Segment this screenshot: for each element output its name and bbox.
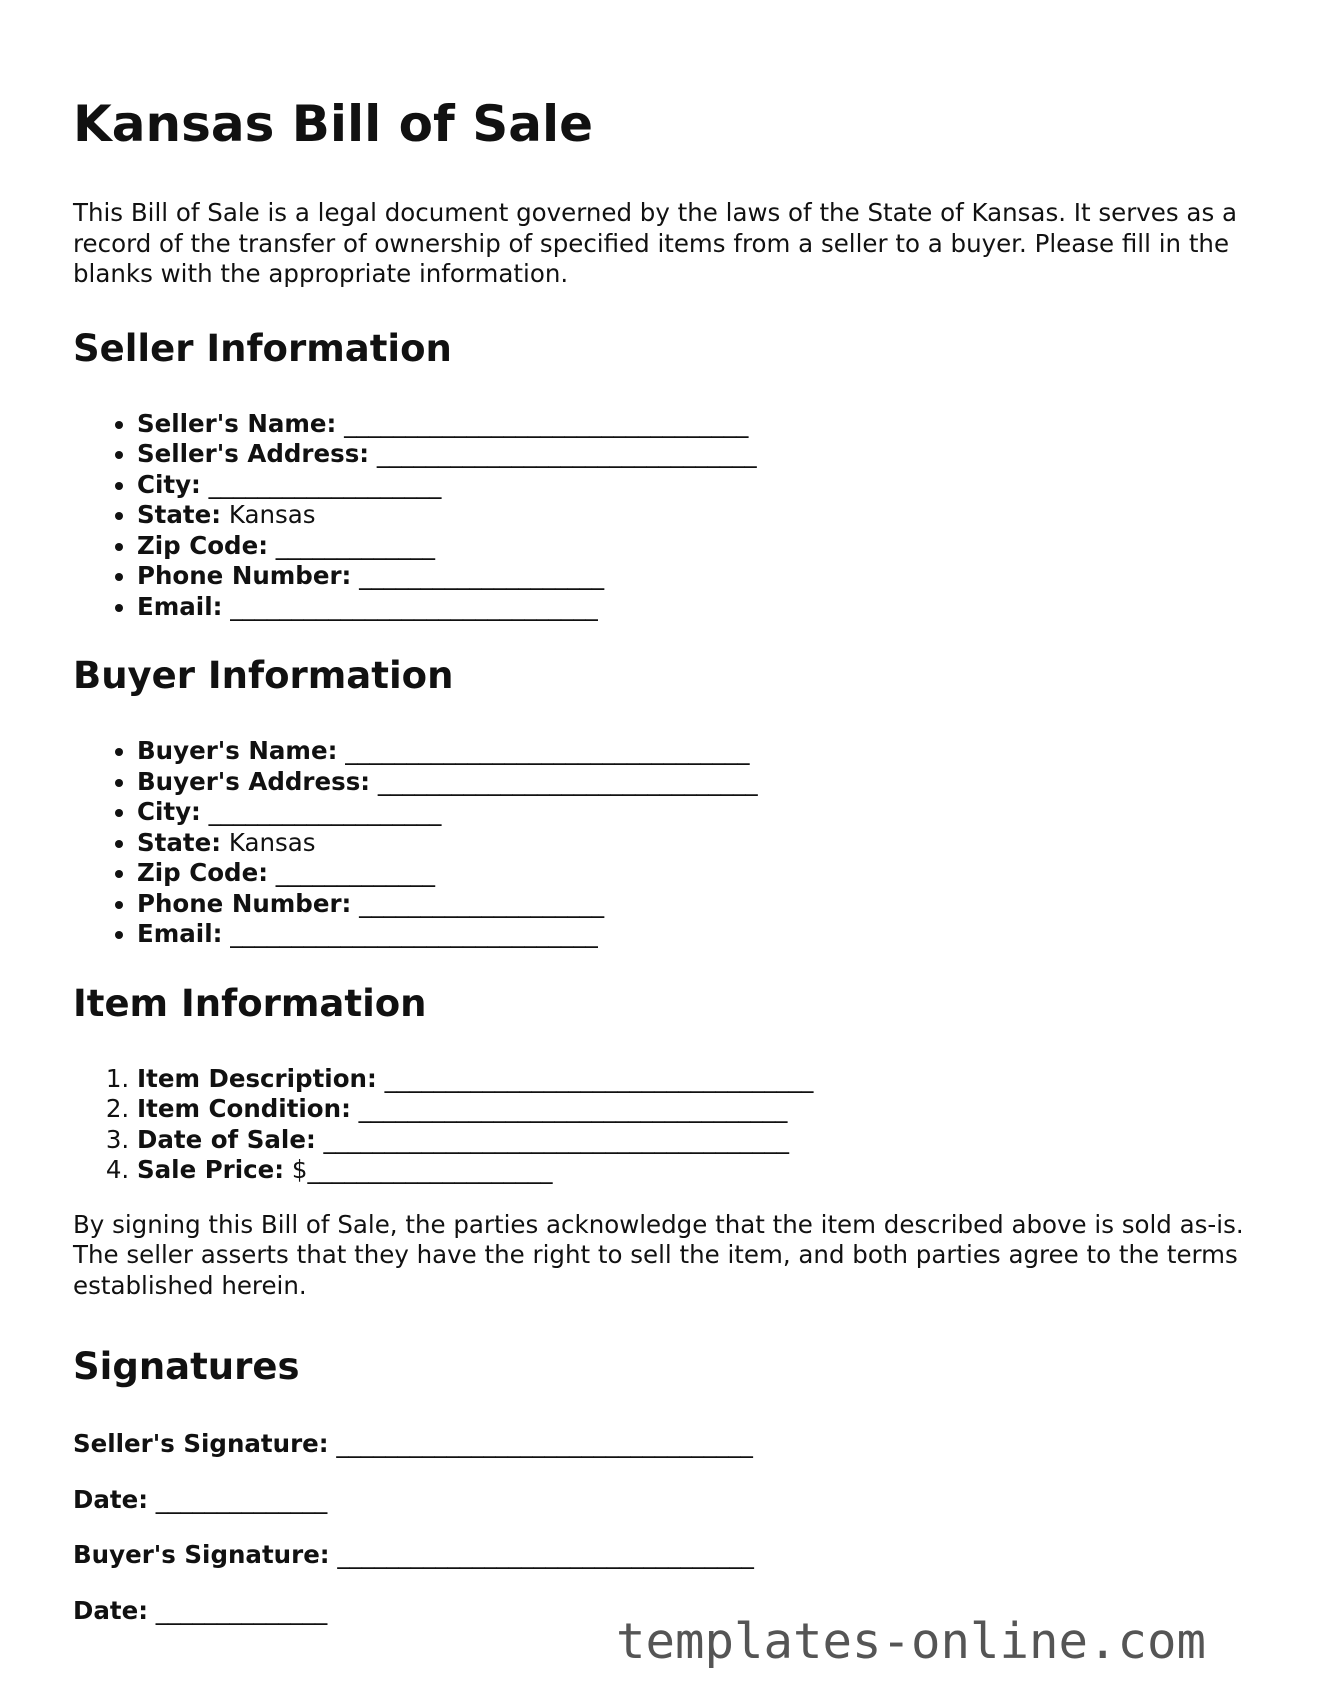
field-label: Date: — [73, 1484, 148, 1514]
field-value: ______________ — [155, 1484, 328, 1514]
field-label: Date of Sale: — [137, 1124, 316, 1154]
field-label: Phone Number: — [137, 561, 352, 590]
field-value: _______________________________ — [376, 439, 757, 468]
field-label: City: — [137, 469, 201, 499]
field-label: Email: — [137, 591, 223, 621]
seller-signature-line — [73, 1429, 1253, 1460]
field-label: Item Description: — [137, 1063, 377, 1093]
field-label: Zip Code: — [137, 858, 268, 887]
buyer-name-field — [137, 736, 1253, 767]
field-value: Kansas — [228, 827, 316, 857]
field-value: _________________________________ — [344, 408, 749, 438]
field-value: _________________________________ — [345, 736, 750, 765]
field-label: Phone Number: — [137, 888, 352, 918]
field-label: Item Condition: — [137, 1094, 351, 1123]
field-label: State: — [137, 500, 222, 529]
field-label: Buyer's Name: — [137, 736, 338, 765]
field-value: ___________________ — [208, 797, 442, 826]
buyer-zip-field — [137, 858, 1253, 889]
field-value: _____________ — [275, 530, 436, 560]
document-title: Kansas Bill of Sale — [73, 95, 593, 153]
field-label: Date: — [73, 1595, 148, 1625]
field-value: ___________________________________ — [358, 1094, 788, 1123]
field-label: State: — [137, 827, 222, 857]
buyer-phone-field — [137, 889, 1253, 920]
field-value: Kansas — [228, 500, 316, 529]
seller-name-field — [137, 409, 1253, 440]
seller-state-field — [137, 500, 1253, 531]
field-label: Seller's Address: — [137, 439, 370, 468]
buyer-signature-line — [73, 1540, 1253, 1571]
field-value: ____________________ — [359, 888, 605, 918]
field-value: ______________ — [155, 1595, 328, 1625]
buyer-city-field — [137, 797, 1253, 828]
seller-city-field — [137, 470, 1253, 501]
watermark-text: templates-online.com — [616, 1613, 1207, 1670]
field-value: ______________________________________ — [323, 1124, 790, 1154]
field-value: _____________ — [275, 858, 436, 887]
seller-fields-list — [73, 409, 1253, 623]
buyer-heading: Buyer Information — [73, 654, 454, 697]
field-label: Buyer's Address: — [137, 766, 371, 796]
buyer-address-field — [137, 767, 1253, 798]
field-value: $____________________ — [291, 1155, 553, 1184]
seller-zip-field — [137, 531, 1253, 562]
field-value: ______________________________ — [230, 919, 598, 948]
seller-date-line — [73, 1485, 1253, 1516]
field-label: Zip Code: — [137, 530, 268, 560]
field-value: ____________________ — [359, 561, 605, 590]
field-label: Sale Price: — [137, 1155, 285, 1184]
signatures-heading: Signatures — [73, 1345, 300, 1388]
field-value: ___________________ — [208, 469, 442, 499]
item-fields-list — [73, 1064, 1253, 1186]
field-label: Buyer's Signature: — [73, 1540, 330, 1569]
seller-address-field — [137, 439, 1253, 470]
field-label: City: — [137, 797, 201, 826]
closing-paragraph: By signing this Bill of Sale, the parties acknowledge that the item described above is sold as-is. The seller asserts that they have the right to sell the item, and both parties agree to the terms established herein. — [73, 1209, 1244, 1300]
sale-price-field — [137, 1155, 1253, 1186]
seller-heading: Seller Information — [73, 326, 452, 370]
item-condition-field — [137, 1094, 1253, 1125]
field-label: Seller's Name: — [137, 408, 337, 438]
document-page — [73, 88, 1253, 1626]
field-label: Email: — [137, 919, 223, 948]
field-value: __________________________________ — [337, 1540, 754, 1569]
buyer-state-field — [137, 828, 1253, 859]
field-label: Seller's Signature: — [73, 1429, 329, 1458]
field-value: __________________________________ — [336, 1429, 753, 1458]
item-heading: Item Information — [73, 981, 427, 1025]
buyer-fields-list — [73, 736, 1253, 950]
field-value: _______________________________ — [377, 766, 758, 796]
item-description-field — [137, 1064, 1253, 1095]
field-value: ___________________________________ — [384, 1063, 814, 1093]
date-of-sale-field — [137, 1125, 1253, 1156]
field-value: ______________________________ — [230, 591, 598, 621]
seller-email-field — [137, 592, 1253, 623]
buyer-email-field — [137, 919, 1253, 950]
seller-phone-field — [137, 561, 1253, 592]
intro-paragraph: This Bill of Sale is a legal document governed by the laws of the State of Kansas. It serves as a record of the transfer of ownership of specified items from a seller to a buyer. Please fill in the blanks with the appropriate information. — [73, 198, 1238, 288]
